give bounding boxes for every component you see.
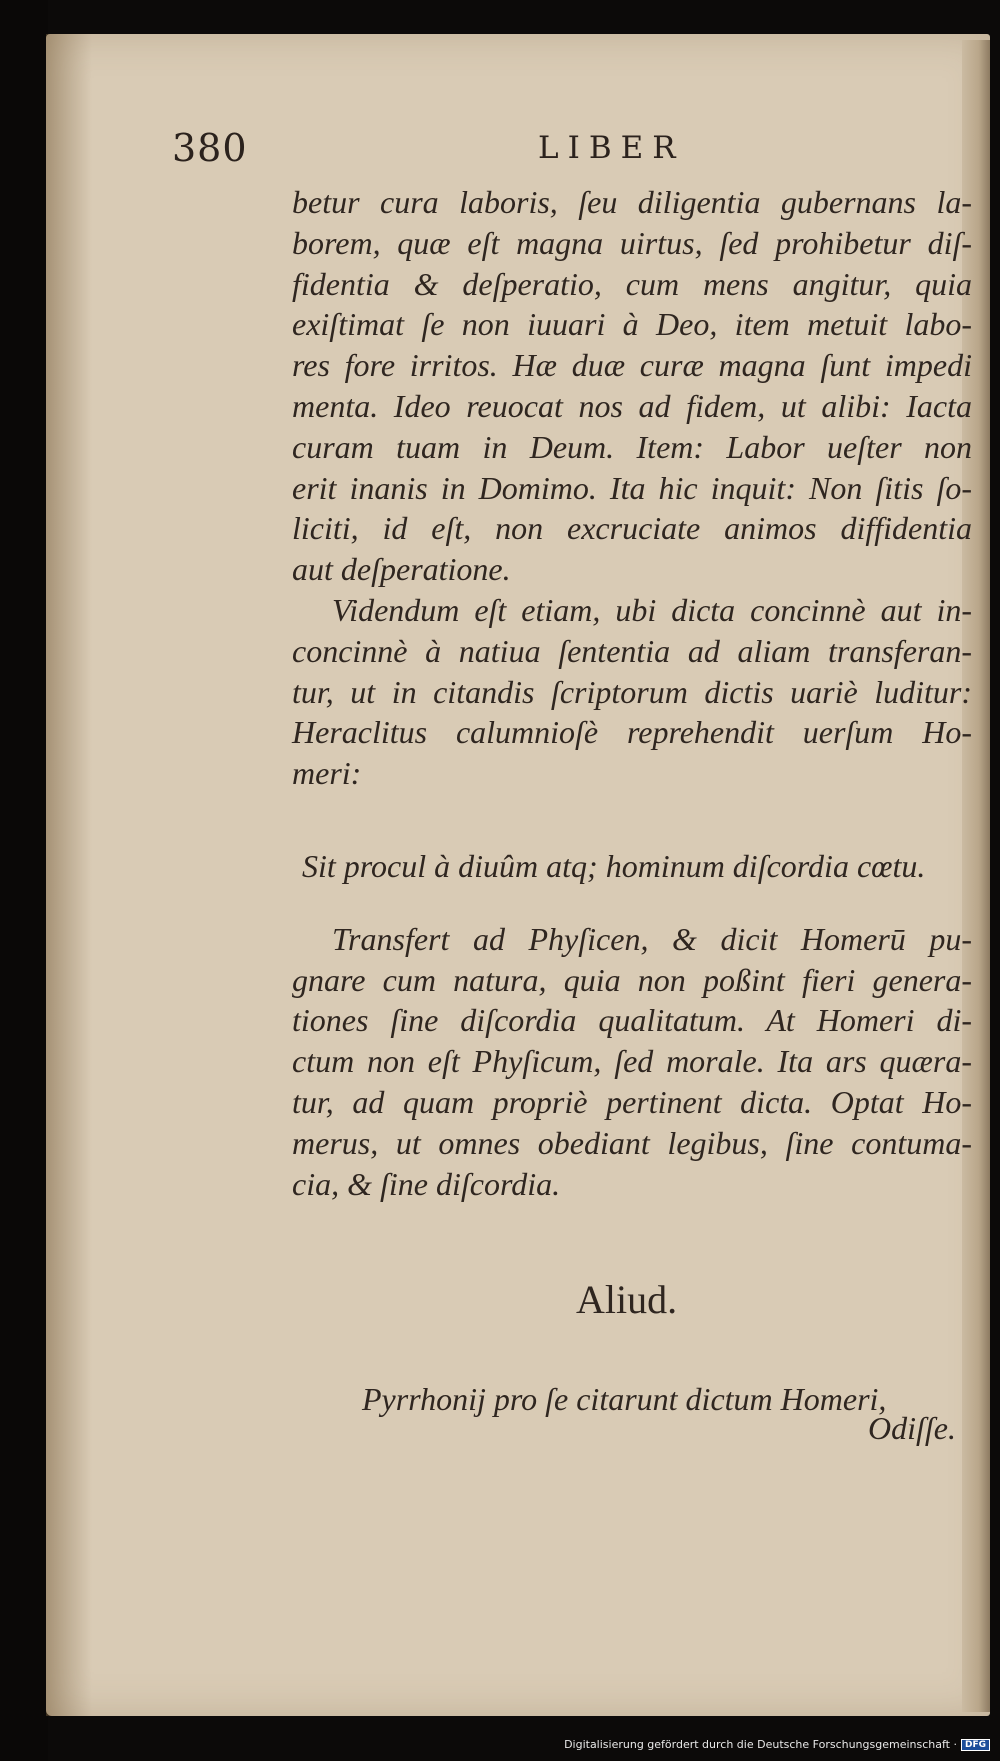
text-line: Transfert ad Phyſicen, & dicit Homerū pu-: [332, 920, 972, 957]
text-line: curam tuam in Deum. Item: Labor ueſter non: [292, 428, 972, 465]
text-line: fidentia & deſperatio, cum mens angitur, quia: [292, 265, 972, 302]
spacer: [292, 887, 972, 919]
catchword: Odiſſe.: [868, 1410, 956, 1446]
paragraph-2: [292, 590, 972, 794]
scan-background: [0, 0, 48, 1761]
text-line: ctum non eſt Phyſicum, ſed morale. Ita ars quæra-: [292, 1043, 972, 1080]
running-head: LIBER: [538, 130, 685, 166]
text-line: menta. Ideo reuocat nos ad fidem, ut alibi: Iacta: [292, 387, 972, 424]
text-line: aut deſperatione.: [292, 551, 511, 588]
text-line: exiſtimat ſe non iuuari à Deo, item metuit labo-: [292, 306, 972, 343]
spacer: [292, 794, 972, 846]
text-line: res fore irritos. Hæ duæ curæ magna ſunt impedi: [292, 347, 972, 384]
paragraph-1: [292, 182, 972, 590]
dfg-logo: DFG: [961, 1739, 990, 1751]
text-line: tur, ut in citandis ſcriptorum dictis uariè luditur:: [292, 673, 972, 710]
text-line: Heraclitus calumnioſè reprehendit uerſum Ho-: [292, 714, 972, 751]
text-line: meri:: [292, 755, 362, 792]
digitization-footer: [564, 1738, 990, 1751]
text-line: tiones ſine diſcordia qualitatum. At Homeri di-: [292, 1002, 972, 1039]
text-line: tur, ad quam propriè pertinent dicta. Optat Ho-: [292, 1083, 972, 1120]
gutter-shadow: [46, 34, 92, 1716]
paragraph-3: [292, 919, 972, 1205]
main-text: [292, 182, 972, 1204]
text-line: erit inanis in Domimo. Ita hic inquit: Non ſitis ſo-: [292, 469, 972, 506]
text-line: liciti, id eſt, non excruciate animos diffidentia: [292, 510, 972, 547]
text-line: cia, & ſine diſcordia.: [292, 1165, 561, 1202]
page-number: 380: [172, 126, 248, 170]
verse-quotation: Sit procul à diuûm atq; hominum diſcordia cœtu.: [302, 847, 926, 884]
text-line: betur cura laboris, ſeu diligentia gubernans la-: [292, 184, 972, 220]
closing-line: Pyrrhonij pro ſe citarunt dictum Homeri,: [362, 1381, 887, 1417]
text-line: concinnè à natiua ſententia ad aliam transferan-: [292, 632, 972, 669]
text-line: gnare cum natura, quia non poßint fieri genera-: [292, 961, 972, 998]
text-line: Videndum eſt etiam, ubi dicta concinnè aut in-: [332, 591, 972, 628]
text-line: merus, ut omnes obediant legibus, ſine contuma-: [292, 1124, 972, 1161]
text-line: borem, quæ eſt magna uirtus, ſed prohibetur diſ-: [292, 224, 972, 261]
section-heading: Aliud.: [576, 1277, 678, 1322]
footer-text: Digitalisierung gefördert durch die Deutsche Forschungsgemeinschaft ·: [564, 1738, 957, 1751]
